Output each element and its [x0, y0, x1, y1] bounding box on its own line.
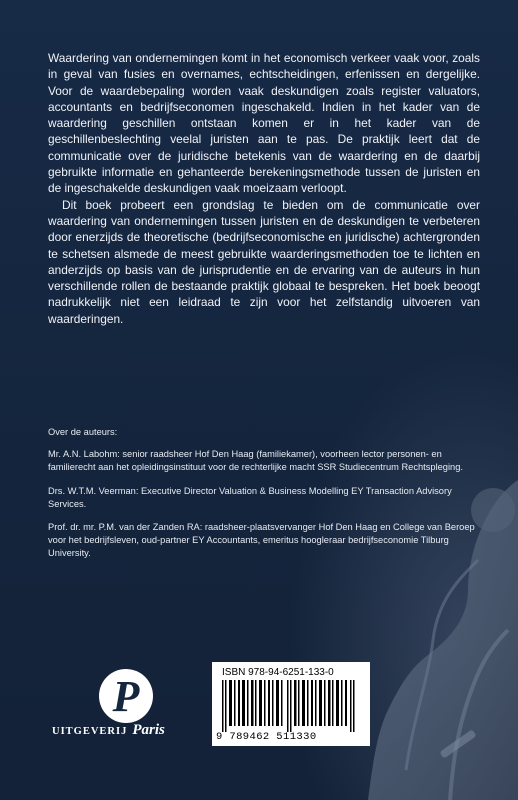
- description-paragraph-1: Waardering van ondernemingen komt in het economisch verkeer vaak voor, zoals in geval van fusies en overnames, echtscheidingen, erfenissen en dergelijke. Voor de waardebepaling worden vaak deskundigen zoals register valuators, accountants en bedrijfseconomen ingeschakeld. Indien in het kader van de waardering geschillen ontstaan komen er in het kader van de geschillenbeslechting veelal juristen aan te pas. De praktijk leert dat de communicatie over de juridische betekenis van de waardering en de daarbij gebruikte informatie en gehanteerde berekeningsmethode tussen de juristen en de ingeschakelde deskundigen vaak moeizaam verloopt.: [48, 51, 480, 196]
- authors-section: [48, 426, 478, 571]
- description-paragraph-2: Dit boek probeert een grondslag te bieden om de communicatie over waardering van ondernemingen tussen juristen en de deskundigen te verbeteren door enerzijds de theoretische (bedrijfseconomische en juridische) achtergronden te schetsen alsmede de meest gebruikte waarderingsmethoden toe te lichten en anderzijds op basis van de jurisprudentie en de ervaring van de auteurs in hun verschillende rollen de bestaande praktijk globaal te bespreken. Het boek beoogt nadrukkelijk niet een leidraad te zijn voor het zelfstandig uitvoeren van waarderingen.: [48, 197, 480, 326]
- barcode-bars: [220, 680, 362, 732]
- author-labohm: Mr. A.N. Labohm: senior raadsheer Hof Den Haag (familiekamer), voorheen lector personen- en familierecht aan het opleidingsinstituut voor de rechterlijke macht SSR Studiecentrum Rechtspleging.: [48, 449, 463, 473]
- author-veerman: Drs. W.T.M. Veerman: Executive Director Valuation & Business Modelling EY Transaction Advisory Services.: [48, 485, 452, 509]
- description-text: [48, 50, 480, 327]
- authors-heading: Over de auteurs:: [48, 427, 118, 437]
- svg-text:P: P: [112, 672, 140, 721]
- publisher-city: Paris: [132, 722, 165, 738]
- isbn-label: ISBN 978-94-6251-133-0: [222, 667, 334, 678]
- isbn-barcode: [212, 662, 370, 746]
- publisher-logo: [52, 722, 202, 739]
- author-van-der-zanden: Prof. dr. mr. P.M. van der Zanden RA: raadsheer-plaatsvervanger Hof Den Haag en College van Beroep voor het bedrijfsleven, oud-partner EY Accountants, emeritus hoogleraar bedrijfseconomie Tilburg University.: [48, 522, 475, 559]
- publisher-name: UITGEVERIJ: [52, 726, 128, 737]
- barcode-digits: 9 789462 511330: [216, 731, 317, 743]
